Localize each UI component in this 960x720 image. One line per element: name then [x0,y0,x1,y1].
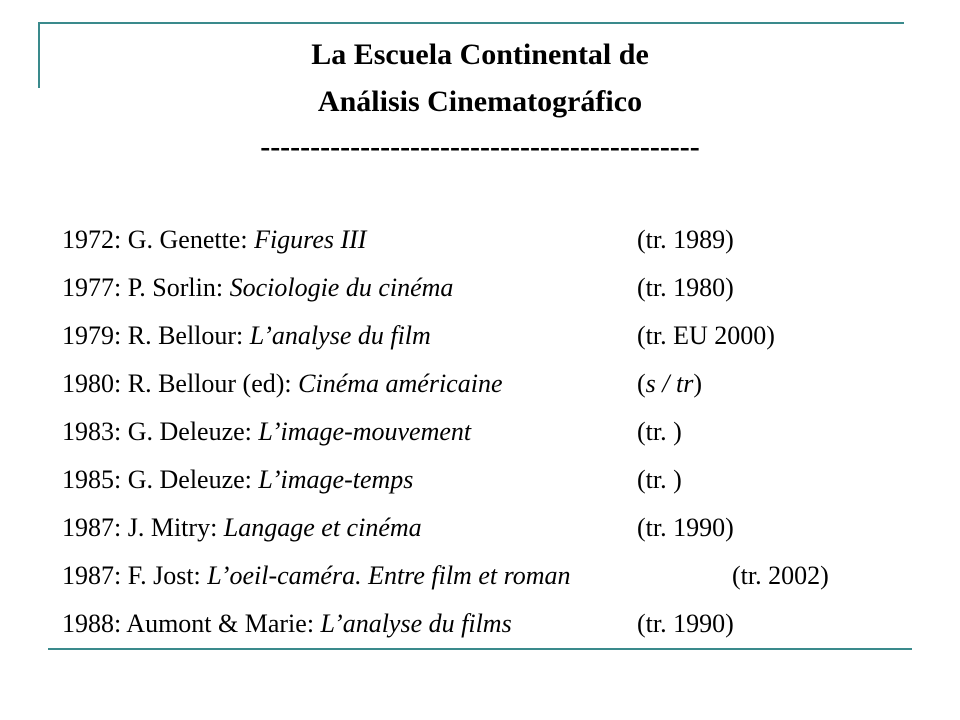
entry-prefix: 1979: R. Bellour: [62,321,250,350]
list-item [62,557,922,605]
entry-work-title: Langage et cinéma [223,513,422,542]
list-item [62,461,922,509]
entry-prefix: 1988: Aumont & Marie: [62,609,321,638]
entry-prefix: 1987: J. Mitry: [62,513,224,542]
slide-title-line-2: Análisis Cinematográfico [317,85,643,118]
entry-work-title: Cinéma américaine [298,369,503,398]
entry-work-title: L’oeil-caméra. Entre film et roman [207,561,571,590]
entry-work-title: Sociologie du cinéma [229,273,454,302]
entry-prefix: 1980: R. Bellour (ed): [62,369,299,398]
entry-translation: (tr. 1980) [637,273,734,302]
entry-work-title: L’analyse du film [249,321,431,350]
entry-prefix: 1985: G. Deleuze: [62,465,259,494]
entry-translation: (tr. ) [637,417,682,446]
entry-translation [637,365,702,403]
entry-work-title: L’image-mouvement [258,417,472,446]
list-item [62,365,922,413]
list-item [62,509,922,557]
entry-prefix: 1987: F. Jost: [62,561,208,590]
entry-work-title: L’analyse du films [320,609,512,638]
slide-title-line-1: La Escuela Continental de [311,38,649,71]
entry-translation: (tr. 2002) [732,561,829,590]
list-item [62,269,922,317]
title-dash-rule: -------------------------------------------- [260,130,700,163]
list-item [62,317,922,365]
entry-work-title: Figures III [254,225,367,254]
entry-translation: (tr. 1990) [637,609,734,638]
entry-prefix: 1977: P. Sorlin: [62,273,230,302]
entry-translation: (tr. ) [637,465,682,494]
translation-note: s / tr [645,369,694,398]
list-item [62,221,922,269]
entry-translation: (tr. 1989) [637,225,734,254]
bibliography-list [62,221,922,653]
entry-prefix: 1972: G. Genette: [62,225,255,254]
list-item [62,413,922,461]
translation-close-paren: ) [693,369,703,398]
list-item [62,605,922,653]
translation-open-paren: ( [637,369,646,398]
entry-translation: (tr. EU 2000) [637,321,775,350]
entry-prefix: 1983: G. Deleuze: [62,417,259,446]
top-decorative-line [38,22,904,24]
entry-work-title: L’image-temps [258,465,414,494]
entry-translation: (tr. 1990) [637,513,734,542]
